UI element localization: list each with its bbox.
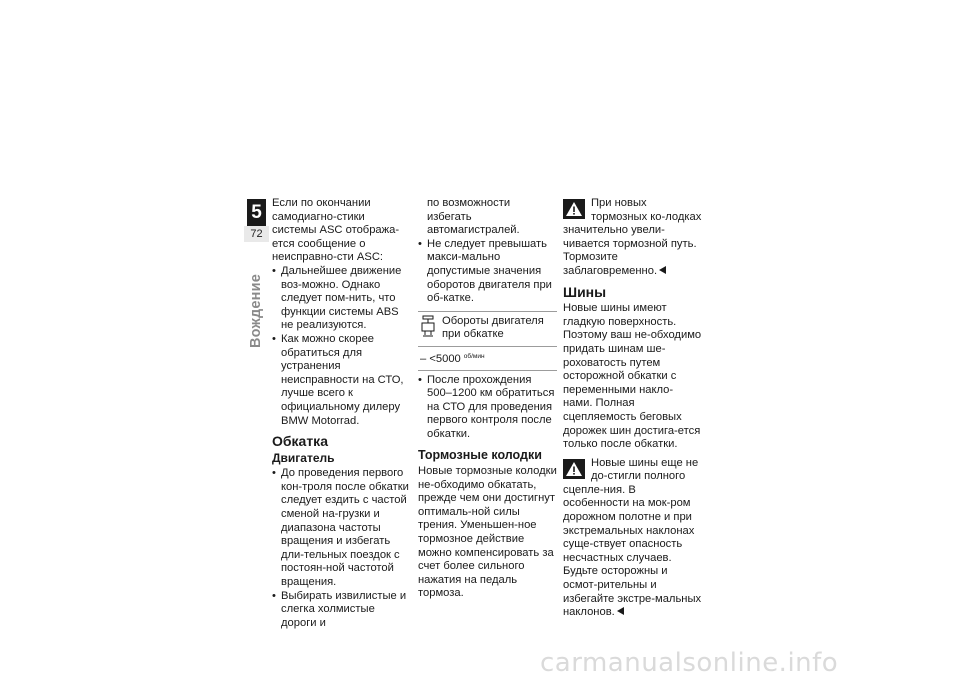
warning-tyres [563, 457, 702, 566]
spec-header [418, 312, 557, 347]
spec-value-row [418, 347, 557, 370]
chapter-title-vertical [242, 248, 270, 348]
warning-triangle-icon [563, 199, 585, 219]
section-title-tyres: Шины [563, 283, 607, 300]
page-number: 72 [244, 226, 269, 242]
brake-pads-text: Новые тормозные колодки не-обходимо обкатать, прежде чем они достигнут оптималь-ной силы трения. Уменьшен-ное тормозное действие можно компенсировать за счет более сильного нажатия на педаль тормоза. [418, 465, 557, 600]
end-marker-icon [659, 266, 666, 274]
engine-bullet-1: • До проведения первого кон-троля после обкатки следует ездить с частой сменой на-грузки и диапазона частоты вращения и избегать дли-тельных поездок с постоян-ной частотой вращения. [272, 467, 411, 589]
engine-speed-icon [420, 315, 440, 342]
tyres-text: Новые шины имеют гладкую поверхность. Поэтому ваш не-обходимо придать шинам ше-роховатость путем осторожной обкатки с переменными накло-нами. Полная сцепляемость беговых дорожек шин достига-ется только после обкатки. [563, 302, 702, 451]
end-marker-icon [617, 607, 624, 615]
warning-brake-pads [563, 197, 702, 279]
column-2 [418, 197, 557, 601]
chapter-title-text: Вождение [248, 273, 264, 348]
asc-intro-text: Если по окончании самодиагно-стики системы ASC отобража-ется сообщение о неисправно-сти ASC: [272, 197, 400, 264]
spec-table [418, 311, 557, 371]
warning-tyres-extra-text: Будьте осторожны и осмот-рительны и избегайте экстре-мальных наклонов. [563, 565, 702, 619]
asc-bullet-2: • Как можно скорее обратиться для устранения неисправности на СТО, лучше всего к официальному дилеру BMW Motorrad. [272, 333, 411, 428]
chapter-tab: 5 [247, 199, 266, 226]
subsection-title-engine: Двигатель [272, 450, 335, 465]
section-title-brake-pads: Тормозные колодки [418, 447, 542, 462]
engine-bullet-2-continuation: по возможности избегать автомагистралей. [427, 197, 520, 237]
spec-title: Обороты двигателя при обкатке [442, 314, 544, 341]
warning-tyres-text: Новые шины еще не до-стигли полного сцепле-ния. В особенности на мок-ром дорожном полотне и при экстремальных наклонах суще-ствует опасность несчастных случаев. [563, 456, 699, 564]
warning-triangle-icon [563, 459, 585, 479]
spec-dash: – [420, 352, 427, 365]
section-title-breakin: Обкатка [272, 433, 328, 450]
column-3 [563, 197, 702, 620]
first-inspection-bullet: • После прохождения 500–1200 км обратиться на СТО для проведения первого контроля после обкатки. [418, 374, 557, 442]
rpm-limit-bullet: • Не следует превышать макси-мально допустимые значения оборотов двигателя при об-катке. [418, 238, 557, 306]
spec-value: <5000 [429, 352, 461, 365]
spec-unit: об/мин [463, 352, 485, 360]
watermark: carmanualsonline.info [540, 648, 839, 678]
warning-brake-pads-text: При новых тормозных ко-лодках значительно увели-чивается тормозной путь. Тормозите заблаговременно. [563, 197, 702, 277]
engine-bullet-2: • Выбирать извилистые и слегка холмистые дороги и [272, 590, 411, 631]
column-1 [272, 197, 411, 630]
asc-bullet-1: • Дальнейшее движение воз-можно. Однако следует пом-нить, что функции системы ABS не реализуются. [272, 265, 411, 333]
